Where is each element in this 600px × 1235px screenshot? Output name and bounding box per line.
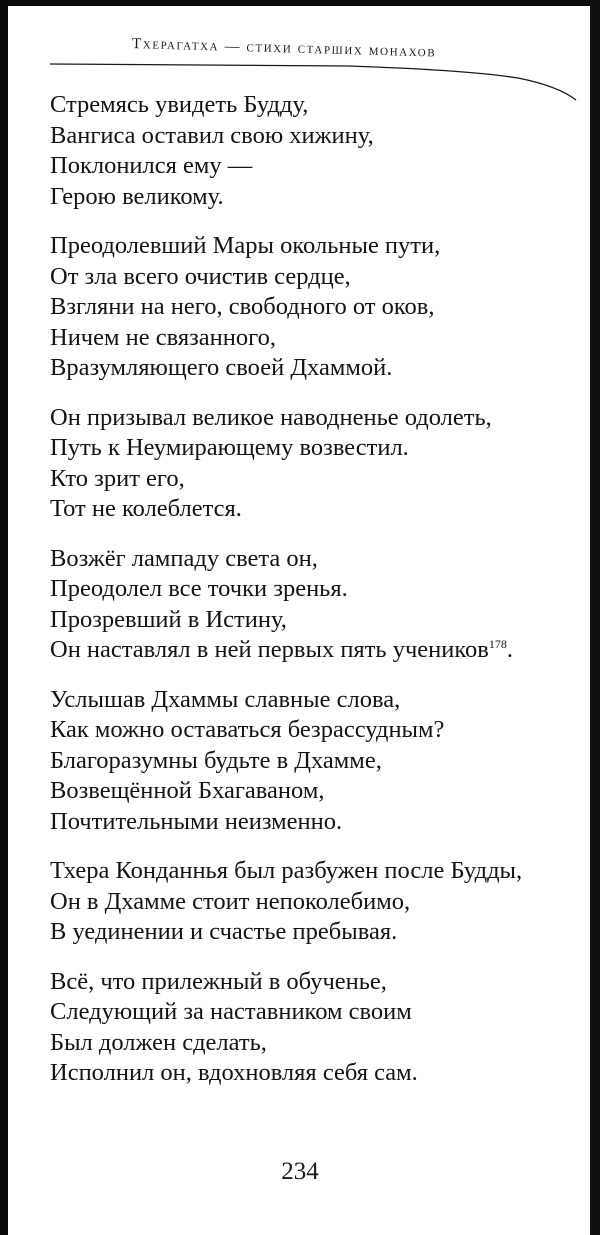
stanza-6 — [50, 856, 590, 948]
stanza-3 — [50, 403, 590, 525]
stanza-7 — [50, 967, 590, 1089]
poem-line: Прозревший в Истину, — [50, 605, 287, 633]
poem-line: Преодолевший Мары окольные пути, — [50, 232, 441, 259]
poem-line: Стремясь увидеть Будду, — [50, 91, 309, 118]
poem-line: Как можно оставаться безрассудным? — [50, 716, 445, 743]
scan-edge-top — [0, 0, 600, 6]
poem-body — [50, 90, 590, 1108]
running-header: Тхерагатха — стихи старших монахов — [131, 36, 437, 61]
line-closing-punctuation: . — [506, 636, 513, 663]
poem-line: Почтительными неизменно. — [50, 807, 343, 835]
stanza-4 — [50, 544, 590, 666]
poem-line: Был должен сделать, — [50, 1028, 267, 1056]
stanza-2 — [50, 231, 590, 384]
poem-line: Герою великому. — [50, 182, 224, 210]
poem-line: Преодолел все точки зренья. — [50, 575, 348, 602]
poem-line: В уединении и счастье пребывая. — [50, 918, 398, 945]
poem-line: Благоразумны будьте в Дхамме, — [50, 746, 382, 774]
poem-line: Тот не колеблется. — [50, 495, 242, 522]
poem-line: Поклонился ему — — [50, 152, 253, 179]
scan-edge-right — [590, 0, 600, 1235]
poem-line: Вангиса оставил свою хижину, — [50, 121, 374, 149]
poem-line: Услышав Дхаммы славные слова, — [50, 685, 401, 713]
stanza-1 — [50, 90, 590, 212]
poem-line: Возвещённой Бхагаваном, — [50, 777, 325, 804]
poem-line: Он в Дхамме стоит непоколебимо, — [50, 887, 411, 915]
poem-line: Всё, что прилежный в обученье, — [50, 967, 387, 995]
stanza-5 — [50, 685, 590, 838]
poem-line: Кто зрит его, — [50, 464, 185, 492]
page-number: 234 — [281, 1158, 319, 1185]
poem-line: Ничем не связанного, — [50, 323, 276, 351]
poem-line: Тхера Конданнья был разбужен после Будды, — [50, 857, 523, 884]
poem-line: Он призывал великое наводненье одолеть, — [50, 403, 492, 431]
poem-line: Следующий за наставником своим — [50, 998, 412, 1025]
poem-line: Вразумляющего своей Дхаммой. — [50, 354, 393, 381]
poem-line: От зла всего очистив сердце, — [50, 262, 351, 290]
poem-line: Возжёг лампаду света он, — [50, 544, 318, 572]
scan-edge-left — [0, 0, 8, 1235]
poem-line: Исполнил он, вдохновляя себя сам. — [50, 1059, 418, 1086]
poem-line: Взгляни на него, свободного от оков, — [50, 293, 435, 320]
poem-line-with-footnote — [50, 635, 590, 666]
footnote-reference[interactable]: 178 — [488, 636, 507, 651]
poem-line-text: Он наставлял в ней первых пять учеников — [50, 636, 489, 663]
poem-line: Путь к Неумирающему возвестил. — [50, 434, 409, 461]
